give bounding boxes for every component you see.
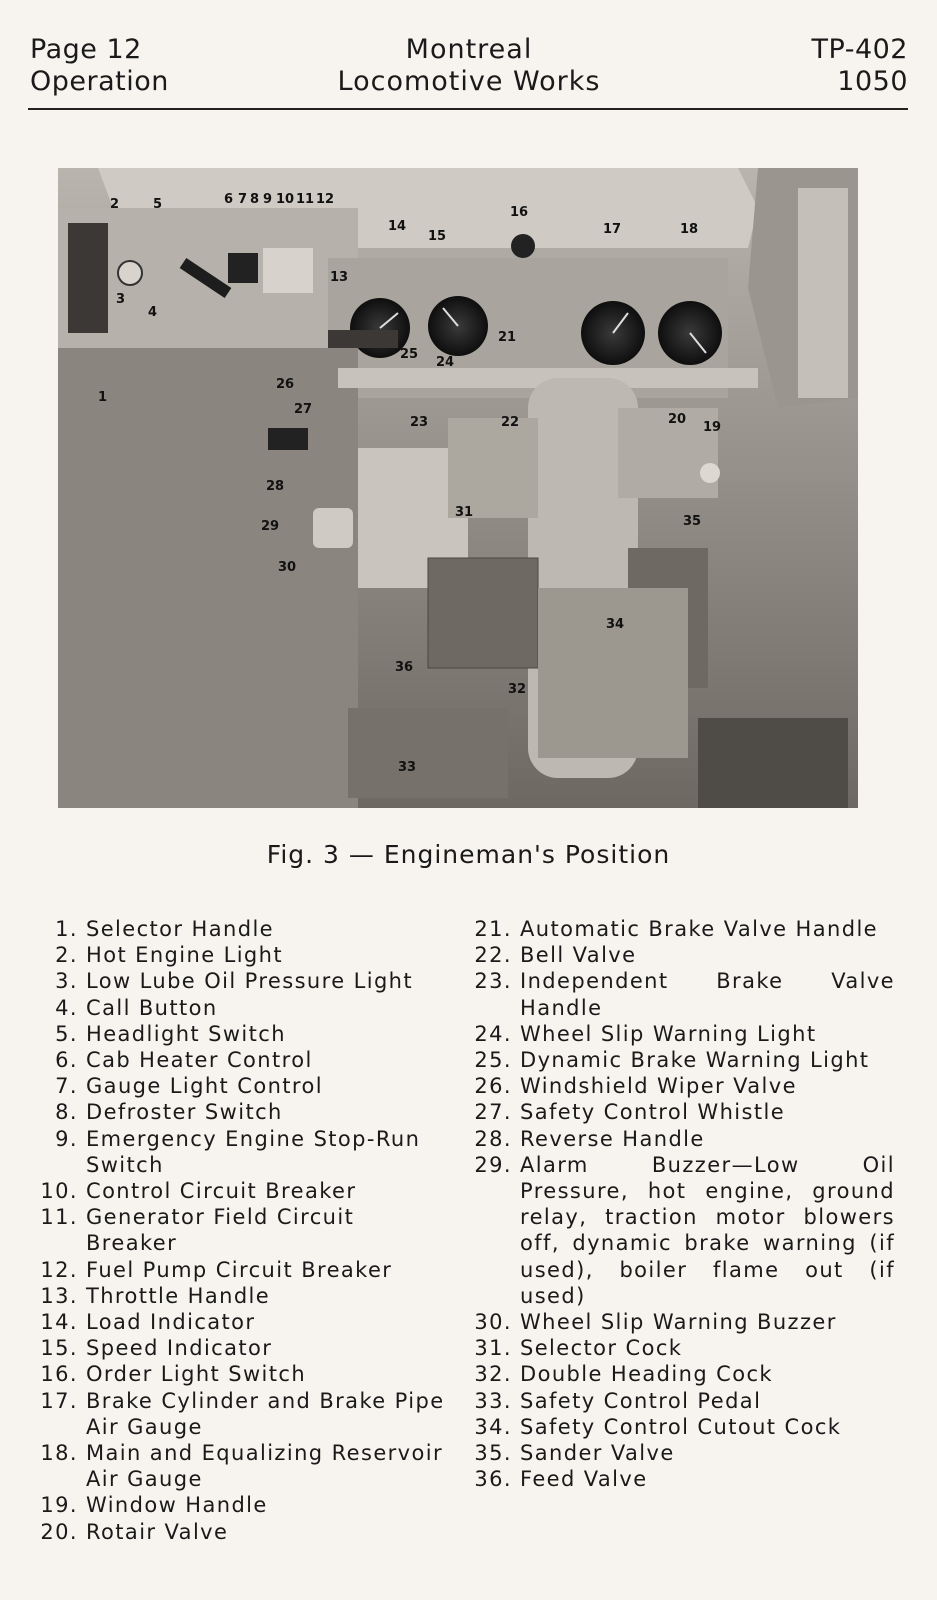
- legend-item: [30, 1099, 450, 1125]
- callout-24-label: 24: [436, 355, 455, 370]
- legend-item-text: Fuel Pump Circuit Breaker: [86, 1257, 393, 1282]
- legend-item-text: Brake Cylinder and Brake Pipe Air Gauge: [86, 1388, 445, 1439]
- callout-17-label: 17: [603, 222, 622, 237]
- callout-19-label: 19: [703, 420, 722, 435]
- callout-22-label: 22: [501, 415, 520, 430]
- section-name: Operation: [30, 66, 169, 97]
- legend-item-text: Dynamic Brake Warning Light: [520, 1048, 870, 1073]
- legend-item-number: 14.: [40, 1310, 78, 1335]
- legend-item-text: Order Light Switch: [86, 1362, 307, 1387]
- legend-item-number: 26.: [474, 1074, 512, 1099]
- document-number: 1050: [837, 66, 908, 97]
- callout-14-label: 14: [388, 219, 407, 234]
- legend-item-number: 33.: [474, 1388, 512, 1413]
- callout-4-label: 4: [148, 305, 158, 320]
- legend-item-number: 17.: [40, 1388, 78, 1413]
- legend-item-text: Reverse Handle: [520, 1126, 705, 1151]
- legend-item-number: 20.: [40, 1519, 78, 1544]
- legend-item-text: Safety Control Pedal: [520, 1388, 762, 1413]
- legend-right-column: [470, 916, 895, 1492]
- callout-18-label: 18: [680, 222, 699, 237]
- legend-item-number: 2.: [55, 943, 78, 968]
- legend-item: [30, 1047, 450, 1073]
- legend-left-column: [30, 916, 450, 1545]
- legend-item-number: 15.: [40, 1336, 78, 1361]
- legend-item-text: Headlight Switch: [86, 1021, 286, 1046]
- legend-item-number: 22.: [474, 943, 512, 968]
- legend-item-text: Wheel Slip Warning Light: [520, 1021, 817, 1046]
- legend-item: [30, 1021, 450, 1047]
- legend-item-number: 1.: [55, 917, 78, 941]
- legend-item: [470, 1047, 895, 1073]
- legend-item: [30, 1492, 450, 1518]
- legend-item-text: Load Indicator: [86, 1310, 256, 1335]
- callout-27-label: 27: [294, 402, 313, 417]
- legend-item-number: 10.: [40, 1179, 78, 1204]
- callout-26-label: 26: [276, 377, 295, 392]
- legend-item: [470, 1414, 895, 1440]
- legend-item: [30, 1335, 450, 1361]
- legend-item-text: Safety Control Whistle: [520, 1100, 786, 1125]
- callout-23-label: 23: [410, 415, 429, 430]
- legend-item: [470, 1440, 895, 1466]
- cab-photo-illustration: [58, 168, 858, 808]
- legend-item: [470, 916, 895, 942]
- publisher-line-1: Montreal: [405, 34, 533, 65]
- legend-item-number: 30.: [474, 1310, 512, 1335]
- legend-item-number: 3.: [55, 969, 78, 994]
- legend-item: [30, 1361, 450, 1387]
- legend-item-number: 6.: [55, 1048, 78, 1073]
- legend-item: [470, 1126, 895, 1152]
- legend-item-text: Safety Control Cutout Cock: [520, 1414, 842, 1439]
- legend-item: [470, 1152, 895, 1309]
- legend-item-number: 36.: [474, 1467, 512, 1492]
- legend-item: [30, 1283, 450, 1309]
- legend-item: [30, 995, 450, 1021]
- legend-item-text: Bell Valve: [520, 943, 637, 968]
- callout-5-label: 5: [153, 197, 163, 212]
- callout-12-label: 12: [316, 192, 335, 207]
- callout-29-label: 29: [261, 519, 280, 534]
- legend-item: [30, 1204, 450, 1256]
- legend-item-number: 5.: [55, 1021, 78, 1046]
- callout-25-label: 25: [400, 347, 419, 362]
- callout-33-label: 33: [398, 760, 417, 775]
- legend-item-number: 18.: [40, 1441, 78, 1466]
- callout-16-label: 16: [510, 205, 529, 220]
- legend-item-number: 7.: [55, 1074, 78, 1099]
- legend-item-number: 12.: [40, 1257, 78, 1282]
- callout-28-label: 28: [266, 479, 285, 494]
- legend-item-number: 31.: [474, 1336, 512, 1361]
- figure-photo: [58, 168, 858, 808]
- legend-item-number: 32.: [474, 1362, 512, 1387]
- callout-8-label: 8: [250, 192, 260, 207]
- legend-item-number: 25.: [474, 1048, 512, 1073]
- legend-item-text: Hot Engine Light: [86, 943, 284, 968]
- legend-item: [470, 1021, 895, 1047]
- legend-item-text: Emergency Engine Stop-Run Switch: [86, 1126, 421, 1177]
- legend-item: [470, 1466, 895, 1492]
- legend-item-text: Call Button: [86, 995, 218, 1020]
- legend-item-text: Double Heading Cock: [520, 1362, 773, 1387]
- legend-item: [470, 1309, 895, 1335]
- legend-item: [30, 942, 450, 968]
- figure-caption: Fig. 3 — Engineman's Position: [266, 840, 671, 869]
- legend-item-text: Windshield Wiper Valve: [520, 1074, 797, 1099]
- legend-item-number: 16.: [40, 1362, 78, 1387]
- callout-3-label: 3: [116, 292, 126, 307]
- callout-9-label: 9: [263, 192, 273, 207]
- legend-item: [30, 1126, 450, 1178]
- callout-15-label: 15: [428, 229, 447, 244]
- legend-item-number: 29.: [474, 1152, 512, 1177]
- legend-item-text: Control Circuit Breaker: [86, 1179, 357, 1204]
- callout-31-label: 31: [455, 505, 474, 520]
- legend-item: [470, 942, 895, 968]
- legend-item-text: Defroster Switch: [86, 1100, 283, 1125]
- header-right: [812, 34, 908, 98]
- legend-item-text: Gauge Light Control: [86, 1074, 323, 1099]
- callout-34-label: 34: [606, 617, 625, 632]
- legend-item-text: Window Handle: [86, 1493, 268, 1518]
- callout-10-label: 10: [276, 192, 295, 207]
- legend-item-number: 28.: [474, 1126, 512, 1151]
- legend-item-number: 23.: [474, 969, 512, 994]
- legend-item-text: Selector Handle: [86, 917, 274, 941]
- document-code: TP-402: [811, 34, 908, 65]
- legend-item: [30, 916, 450, 942]
- header-center: [30, 34, 908, 98]
- legend-item: [30, 1440, 450, 1492]
- legend-item: [470, 1361, 895, 1387]
- legend-item-text: Feed Valve: [520, 1467, 648, 1492]
- legend-item-number: 34.: [474, 1414, 512, 1439]
- callout-11-label: 11: [296, 192, 315, 207]
- callout-21-label: 21: [498, 330, 517, 345]
- callout-7-label: 7: [238, 192, 248, 207]
- legend-item-text: Wheel Slip Warning Buzzer: [520, 1310, 837, 1335]
- legend-item-number: 27.: [474, 1100, 512, 1125]
- callout-6-label: 6: [224, 192, 234, 207]
- legend-item-text: Main and Equalizing Reservoir Air Gauge: [86, 1441, 444, 1492]
- legend-item-text: Generator Field Circuit Breaker: [86, 1205, 355, 1256]
- legend-item-text: Low Lube Oil Pressure Light: [86, 969, 414, 994]
- legend-item-number: 9.: [55, 1126, 78, 1151]
- legend-item-text: Speed Indicator: [86, 1336, 273, 1361]
- legend-item-number: 24.: [474, 1021, 512, 1046]
- legend-item-number: 8.: [55, 1100, 78, 1125]
- legend-item: [30, 1178, 450, 1204]
- legend-item-text: Alarm Buzzer—Low Oil Pressure, hot engine, ground relay, traction motor blowers off, dynamic brake warning (if used), boiler flame out (if used): [520, 1152, 895, 1308]
- callout-13-label: 13: [330, 270, 349, 285]
- callout-32-label: 32: [508, 682, 527, 697]
- legend-item-text: Throttle Handle: [86, 1283, 271, 1308]
- callout-1-label: 1: [98, 390, 108, 405]
- legend-item: [470, 1073, 895, 1099]
- legend-item-number: 21.: [474, 917, 512, 941]
- legend-item-number: 4.: [55, 995, 78, 1020]
- callout-36-label: 36: [395, 660, 414, 675]
- callout-30-label: 30: [278, 560, 297, 575]
- legend-item: [470, 968, 895, 1020]
- legend-item-text: Sander Valve: [520, 1441, 675, 1466]
- legend-item: [30, 1309, 450, 1335]
- legend-item: [470, 1099, 895, 1125]
- legend-item: [30, 1388, 450, 1440]
- legend-item: [30, 1257, 450, 1283]
- legend-item-text: Cab Heater Control: [86, 1048, 313, 1073]
- page-number: Page 12: [30, 34, 142, 65]
- legend-item-text: Rotair Valve: [86, 1519, 229, 1544]
- callout-35-label: 35: [683, 514, 702, 529]
- header-rule: [28, 108, 908, 110]
- callout-20-label: 20: [668, 412, 687, 427]
- legend-item: [30, 968, 450, 994]
- legend-item: [30, 1073, 450, 1099]
- legend-item-number: 13.: [40, 1283, 78, 1308]
- page-header: [30, 34, 908, 108]
- legend-item: [470, 1335, 895, 1361]
- legend-item-number: 19.: [40, 1493, 78, 1518]
- legend-item-text: Selector Cock: [520, 1336, 683, 1361]
- legend-item-text: Independent Brake Valve Handle: [520, 969, 895, 1020]
- legend-item: [30, 1519, 450, 1545]
- publisher-line-2: Locomotive Works: [337, 66, 601, 97]
- legend-item-text: Automatic Brake Valve Handle: [520, 917, 879, 941]
- legend-item-number: 11.: [40, 1205, 78, 1230]
- legend-item: [470, 1388, 895, 1414]
- legend-item-number: 35.: [474, 1441, 512, 1466]
- callout-2-label: 2: [110, 197, 120, 212]
